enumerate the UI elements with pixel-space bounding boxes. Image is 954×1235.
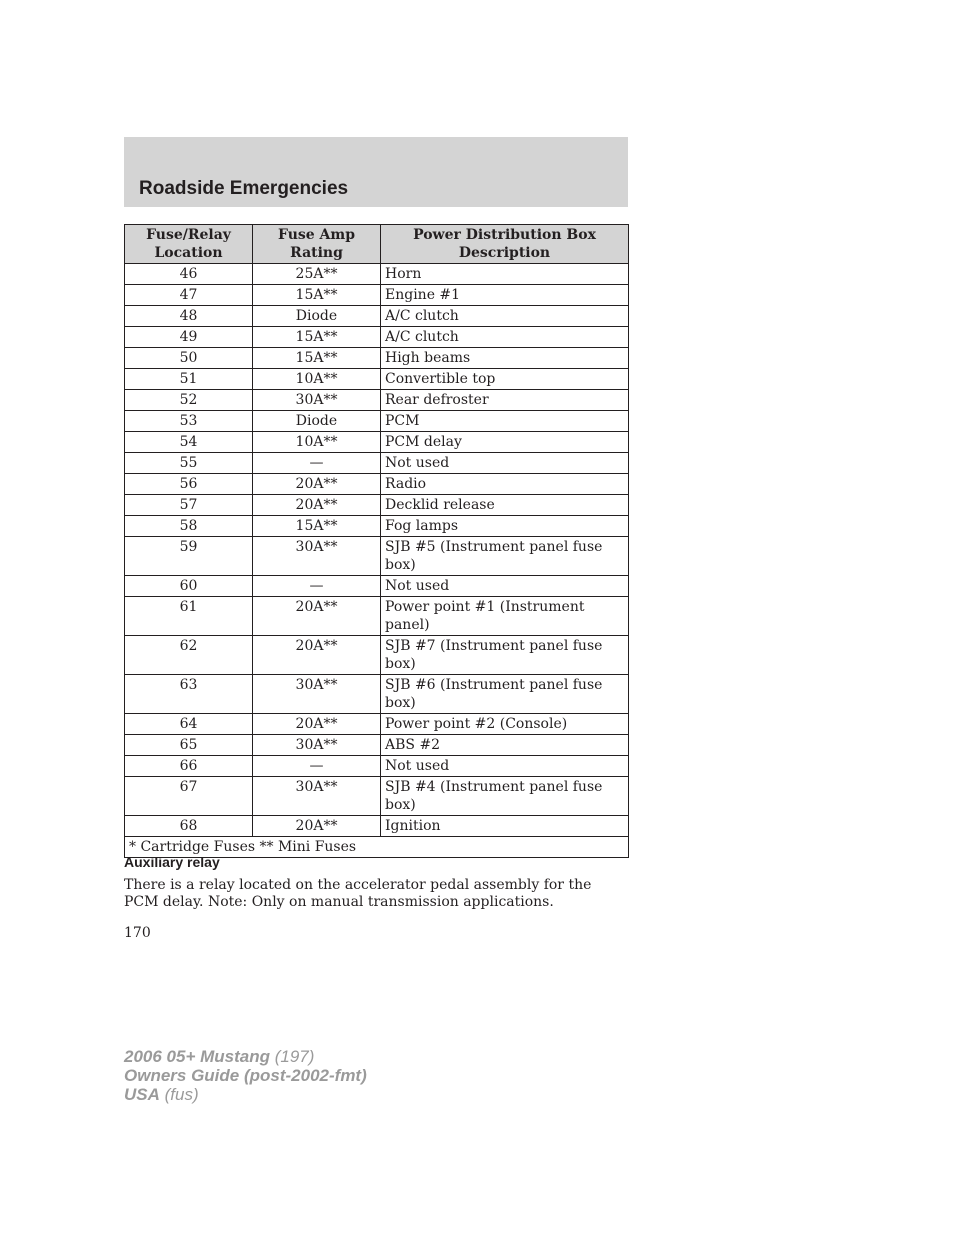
fuse-location-cell: 60 [125, 576, 253, 597]
table-row [125, 495, 629, 516]
fuse-description-cell: Power point #1 (Instrument panel) [381, 597, 629, 636]
fuse-description-cell: Fog lamps [381, 516, 629, 537]
fuse-description-cell: SJB #7 (Instrument panel fuse box) [381, 636, 629, 675]
fuse-description-cell: Radio [381, 474, 629, 495]
fuse-location-cell: 48 [125, 306, 253, 327]
fuse-location-cell: 62 [125, 636, 253, 675]
fuse-rating-cell: Diode [253, 411, 381, 432]
table-row [125, 597, 629, 636]
table-row [125, 474, 629, 495]
fuse-location-cell: 49 [125, 327, 253, 348]
fuse-rating-cell: 15A** [253, 285, 381, 306]
fuse-location-cell: 64 [125, 714, 253, 735]
fuse-rating-cell: 20A** [253, 474, 381, 495]
fuse-location-cell: 53 [125, 411, 253, 432]
fuse-rating-cell: 30A** [253, 390, 381, 411]
fuse-description-cell: Ignition [381, 816, 629, 837]
footer-market-code: (fus) [159, 1085, 199, 1104]
fuse-table [124, 224, 629, 858]
fuse-description-cell: A/C clutch [381, 306, 629, 327]
fuse-rating-cell: 30A** [253, 537, 381, 576]
fuse-description-cell: SJB #5 (Instrument panel fuse box) [381, 537, 629, 576]
table-row [125, 348, 629, 369]
table-row [125, 411, 629, 432]
footer-guide: Owners Guide (post-2002-fmt) [124, 1066, 367, 1085]
subsection-body: There is a relay located on the accelerator pedal assembly for the PCM delay. Note: Only on manual transmission applications. [124, 877, 592, 910]
footer-line [124, 1066, 367, 1085]
subsection-title: Auxiliary relay [124, 854, 220, 870]
table-header-row [125, 225, 629, 264]
fuse-rating-cell: 30A** [253, 675, 381, 714]
fuse-table-body [125, 264, 629, 837]
table-row [125, 675, 629, 714]
fuse-description-cell: ABS #2 [381, 735, 629, 756]
fuse-location-cell: 50 [125, 348, 253, 369]
table-row [125, 390, 629, 411]
fuse-rating-cell: — [253, 453, 381, 474]
fuse-location-cell: 65 [125, 735, 253, 756]
fuse-description-cell: Decklid release [381, 495, 629, 516]
fuse-description-cell: High beams [381, 348, 629, 369]
table-row [125, 306, 629, 327]
column-header-line: Fuse/Relay [146, 227, 231, 243]
column-header-line: Location [154, 245, 223, 261]
fuse-rating-cell: 10A** [253, 369, 381, 390]
footer-model: 2006 05+ Mustang [124, 1047, 270, 1066]
fuse-rating-cell: 20A** [253, 597, 381, 636]
fuse-rating-cell: 20A** [253, 495, 381, 516]
fuse-location-cell: 68 [125, 816, 253, 837]
fuse-description-cell: SJB #6 (Instrument panel fuse box) [381, 675, 629, 714]
fuse-rating-cell: — [253, 576, 381, 597]
table-row [125, 756, 629, 777]
section-header-title: Roadside Emergencies [139, 178, 349, 199]
fuse-location-cell: 59 [125, 537, 253, 576]
table-row [125, 735, 629, 756]
fuse-rating-cell: — [253, 756, 381, 777]
fuse-location-cell: 46 [125, 264, 253, 285]
fuse-description-cell: Convertible top [381, 369, 629, 390]
column-header-line: Fuse Amp [278, 227, 355, 243]
fuse-rating-cell: Diode [253, 306, 381, 327]
fuse-location-cell: 54 [125, 432, 253, 453]
fuse-rating-cell: 15A** [253, 516, 381, 537]
fuse-location-cell: 58 [125, 516, 253, 537]
fuse-rating-cell: 15A** [253, 327, 381, 348]
fuse-description-cell: Not used [381, 576, 629, 597]
footer-line [124, 1085, 367, 1104]
fuse-description-cell: Horn [381, 264, 629, 285]
fuse-description-cell: PCM delay [381, 432, 629, 453]
document-footer [124, 1047, 367, 1104]
fuse-description-cell: Not used [381, 453, 629, 474]
fuse-description-cell: PCM [381, 411, 629, 432]
footer-line [124, 1047, 367, 1066]
fuse-rating-cell: 30A** [253, 777, 381, 816]
fuse-description-cell: Not used [381, 756, 629, 777]
column-header-line: Description [458, 245, 551, 261]
footer-market: USA [124, 1085, 160, 1104]
fuse-location-cell: 67 [125, 777, 253, 816]
table-row [125, 777, 629, 816]
column-header-line: Power Distribution Box [413, 227, 596, 243]
fuse-rating-cell: 25A** [253, 264, 381, 285]
fuse-description-cell: Engine #1 [381, 285, 629, 306]
table-footnote: * Cartridge Fuses ** Mini Fuses [125, 837, 629, 858]
fuse-rating-cell: 20A** [253, 714, 381, 735]
table-row [125, 816, 629, 837]
table-row [125, 285, 629, 306]
table-row [125, 369, 629, 390]
footer-model-code: (197) [270, 1047, 315, 1066]
column-header-description [381, 225, 629, 264]
fuse-description-cell: Power point #2 (Console) [381, 714, 629, 735]
fuse-location-cell: 66 [125, 756, 253, 777]
fuse-rating-cell: 20A** [253, 636, 381, 675]
table-row [125, 636, 629, 675]
fuse-location-cell: 57 [125, 495, 253, 516]
table-row [125, 516, 629, 537]
fuse-description-cell: SJB #4 (Instrument panel fuse box) [381, 777, 629, 816]
table-row [125, 537, 629, 576]
column-header-rating [253, 225, 381, 264]
column-header-location [125, 225, 253, 264]
table-row [125, 327, 629, 348]
fuse-location-cell: 51 [125, 369, 253, 390]
section-header-band [124, 137, 628, 207]
fuse-description-cell: Rear defroster [381, 390, 629, 411]
table-row [125, 264, 629, 285]
fuse-rating-cell: 10A** [253, 432, 381, 453]
fuse-description-cell: A/C clutch [381, 327, 629, 348]
table-row [125, 714, 629, 735]
table-row [125, 432, 629, 453]
fuse-location-cell: 56 [125, 474, 253, 495]
column-header-line: Rating [290, 245, 343, 261]
fuse-location-cell: 47 [125, 285, 253, 306]
fuse-location-cell: 52 [125, 390, 253, 411]
fuse-location-cell: 63 [125, 675, 253, 714]
table-row [125, 576, 629, 597]
fuse-rating-cell: 30A** [253, 735, 381, 756]
fuse-rating-cell: 20A** [253, 816, 381, 837]
fuse-location-cell: 55 [125, 453, 253, 474]
fuse-rating-cell: 15A** [253, 348, 381, 369]
table-row [125, 453, 629, 474]
fuse-location-cell: 61 [125, 597, 253, 636]
page-number: 170 [124, 925, 151, 941]
